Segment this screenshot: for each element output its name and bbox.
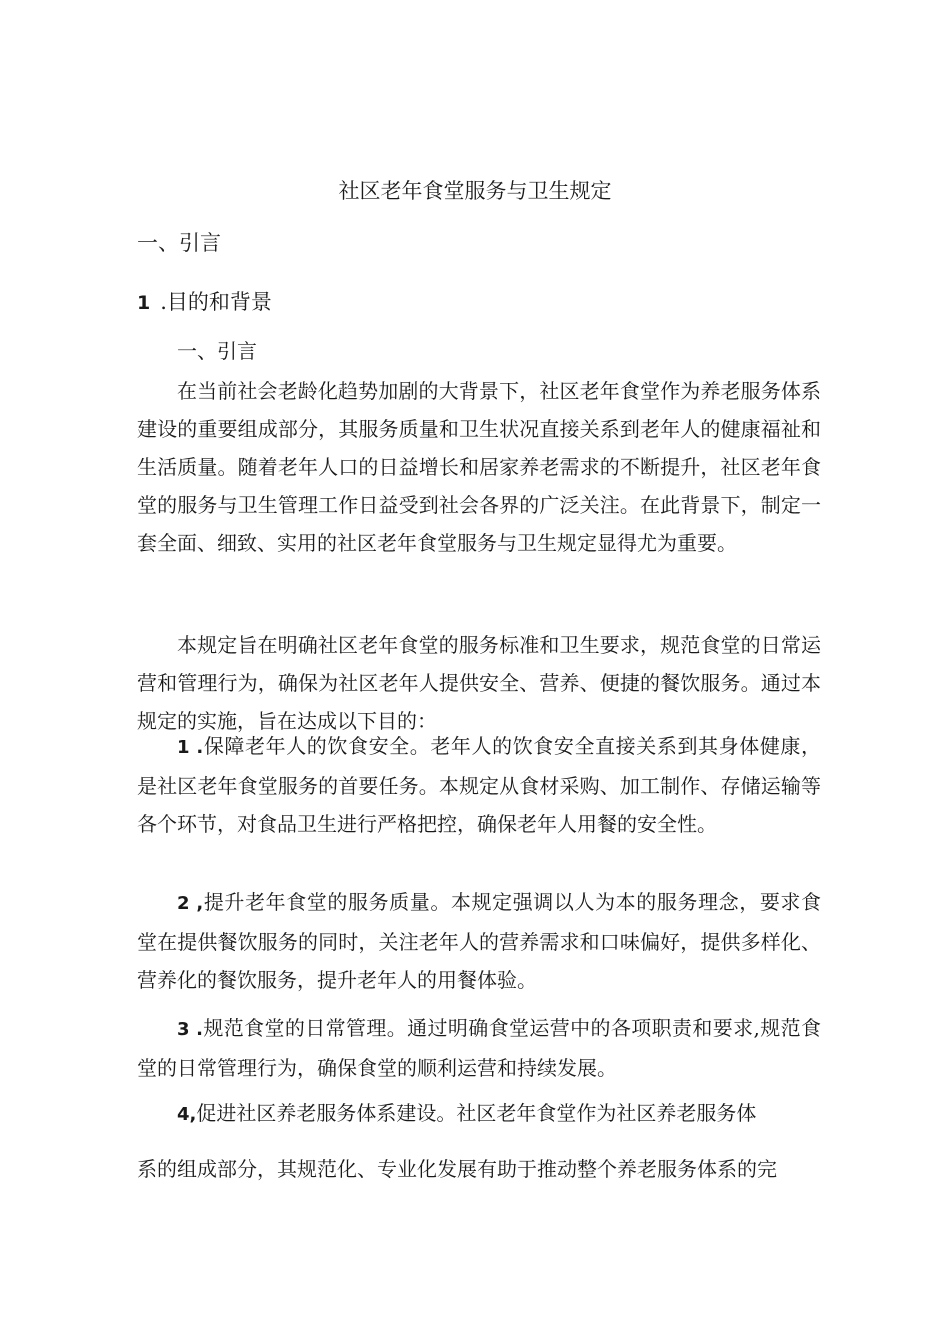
list-item-4-number: 4, <box>177 1104 197 1125</box>
list-item-3 <box>137 1009 821 1087</box>
list-item-3-number: 3 . <box>177 1019 204 1040</box>
list-item-2-number: 2 , <box>177 893 204 914</box>
paragraph-purpose: 本规定旨在明确社区老年食堂的服务标准和卫生要求，规范食堂的日常运营和管理行为，确保为社区老年人提供安全、营养、便捷的餐饮服务。通过本规定的实施，旨在达成以下目的： <box>137 633 821 733</box>
list-item-4-text: 促进社区养老服务体系建设。社区老年食堂作为社区养老服务体 <box>196 1101 757 1125</box>
list-item-4-continuation: 系的组成部分，其规范化、专业化发展有助于推动整个养老服务体系的完 <box>137 1157 777 1181</box>
list-item-3-text: 规范食堂的日常管理。通过明确食堂运营中的各项职责和要求,规范食堂的日常管理行为，确保食堂的顺利运营和持续发展。 <box>137 1016 821 1080</box>
subsection-heading <box>137 287 272 318</box>
list-item-1 <box>137 727 821 843</box>
subsection-title: .目的和背景 <box>160 290 272 314</box>
list-item-4 <box>137 1094 821 1134</box>
list-item-1-number: 1 . <box>177 737 204 758</box>
subsection-number: 1 <box>137 292 151 314</box>
sub-heading: 一、引言 <box>177 339 257 363</box>
list-item-1-text: 保障老年人的饮食安全。老年人的饮食安全直接关系到其身体健康，是社区老年食堂服务的首要任务。本规定从食材采购、加工制作、存储运输等各个环节，对食品卫生进行严格把控，确保老年人用餐的安全性。 <box>137 734 822 836</box>
list-item-2 <box>137 883 821 999</box>
document-title: 社区老年食堂服务与卫生规定 <box>338 179 612 203</box>
section-heading: 一、引言 <box>137 231 221 255</box>
paragraph-background: 在当前社会老龄化趋势加剧的大背景下，社区老年食堂作为养老服务体系建设的重要组成部分，其服务质量和卫生状况直接关系到老年人的健康福祉和生活质量。随着老年人口的日益增长和居家养老需求的不断提升，社区老年食堂的服务与卫生管理工作日益受到社会各界的广泛关注。在此背景下，制定一套全面、细致、实用的社区老年食堂服务与卫生规定显得尤为重要。 <box>137 379 821 555</box>
list-item-2-text: 提升老年食堂的服务质量。本规定强调以人为本的服务理念，要求食堂在提供餐饮服务的同时，关注老年人的营养需求和口味偏好，提供多样化、营养化的餐饮服务，提升老年人的用餐体验。 <box>137 890 822 992</box>
